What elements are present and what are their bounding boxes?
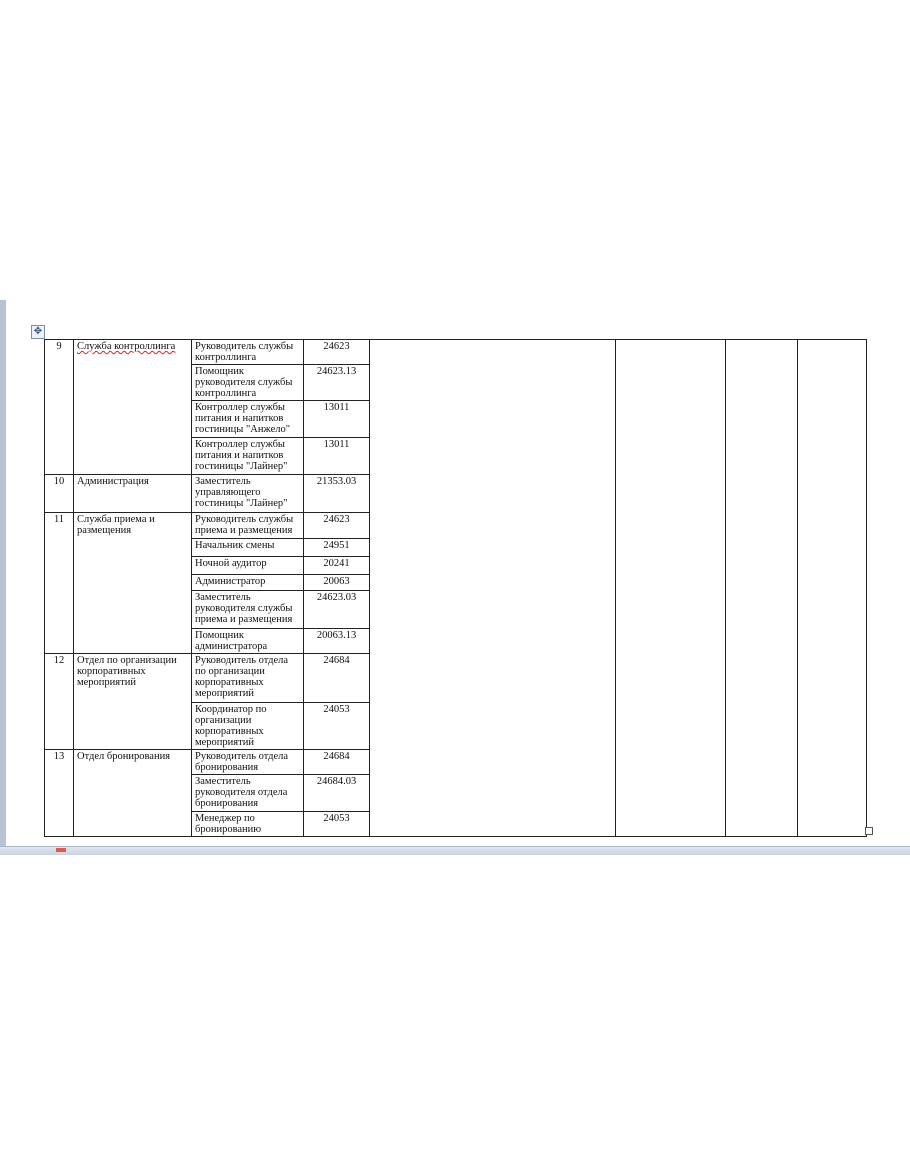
empty-column-7 [726,340,798,837]
position-code: 24053 [304,703,370,750]
position-title: Контроллер службы питания и напитков гостиницы "Лайнер" [192,438,304,475]
row-number: 11 [45,513,74,654]
table-row [45,340,867,365]
department-name: Отдел бронирования [74,750,192,837]
table-move-handle-icon[interactable]: ✥ [31,325,45,339]
position-code: 24684.03 [304,775,370,812]
empty-column-5 [370,340,616,837]
position-code: 24623.03 [304,591,370,629]
status-indicator [56,848,66,852]
position-code: 24684 [304,654,370,703]
position-code: 24684 [304,750,370,775]
empty-column-6 [616,340,726,837]
row-number: 12 [45,654,74,750]
position-code: 20063.13 [304,629,370,654]
staff-table [44,339,867,837]
position-title: Руководитель службы приема и размещения [192,513,304,539]
position-title: Заместитель руководителя отдела бронирования [192,775,304,812]
department-name: Служба приема и размещения [74,513,192,654]
position-code: 24623 [304,513,370,539]
department-name: Служба контроллинга [74,340,192,475]
position-title: Координатор по организации корпоративных мероприятий [192,703,304,750]
table-resize-handle[interactable] [865,827,873,835]
position-title: Заместитель управляющего гостиницы "Лайнер" [192,475,304,513]
position-title: Менеджер по бронированию [192,812,304,837]
position-code: 24623 [304,340,370,365]
position-title: Начальник смены [192,539,304,557]
position-code: 20241 [304,557,370,575]
department-name: Администрация [74,475,192,513]
position-code: 24951 [304,539,370,557]
row-number: 10 [45,475,74,513]
position-title: Руководитель отдела бронирования [192,750,304,775]
position-title: Помощник администратора [192,629,304,654]
position-title: Помощник руководителя службы контроллинга [192,365,304,401]
status-bar [0,846,910,855]
position-code: 20063 [304,575,370,591]
position-title: Руководитель отдела по организации корпоративных мероприятий [192,654,304,703]
row-number: 13 [45,750,74,837]
department-name: Отдел по организации корпоративных мероприятий [74,654,192,750]
position-title: Администратор [192,575,304,591]
position-code: 21353.03 [304,475,370,513]
position-title: Ночной аудитор [192,557,304,575]
position-code: 24623.13 [304,365,370,401]
position-title: Руководитель службы контроллинга [192,340,304,365]
position-code: 13011 [304,401,370,438]
position-code: 24053 [304,812,370,837]
row-number: 9 [45,340,74,475]
position-title: Заместитель руководителя службы приема и размещения [192,591,304,629]
position-title: Контроллер службы питания и напитков гостиницы "Анжело" [192,401,304,438]
empty-column-8 [798,340,867,837]
position-code: 13011 [304,438,370,475]
